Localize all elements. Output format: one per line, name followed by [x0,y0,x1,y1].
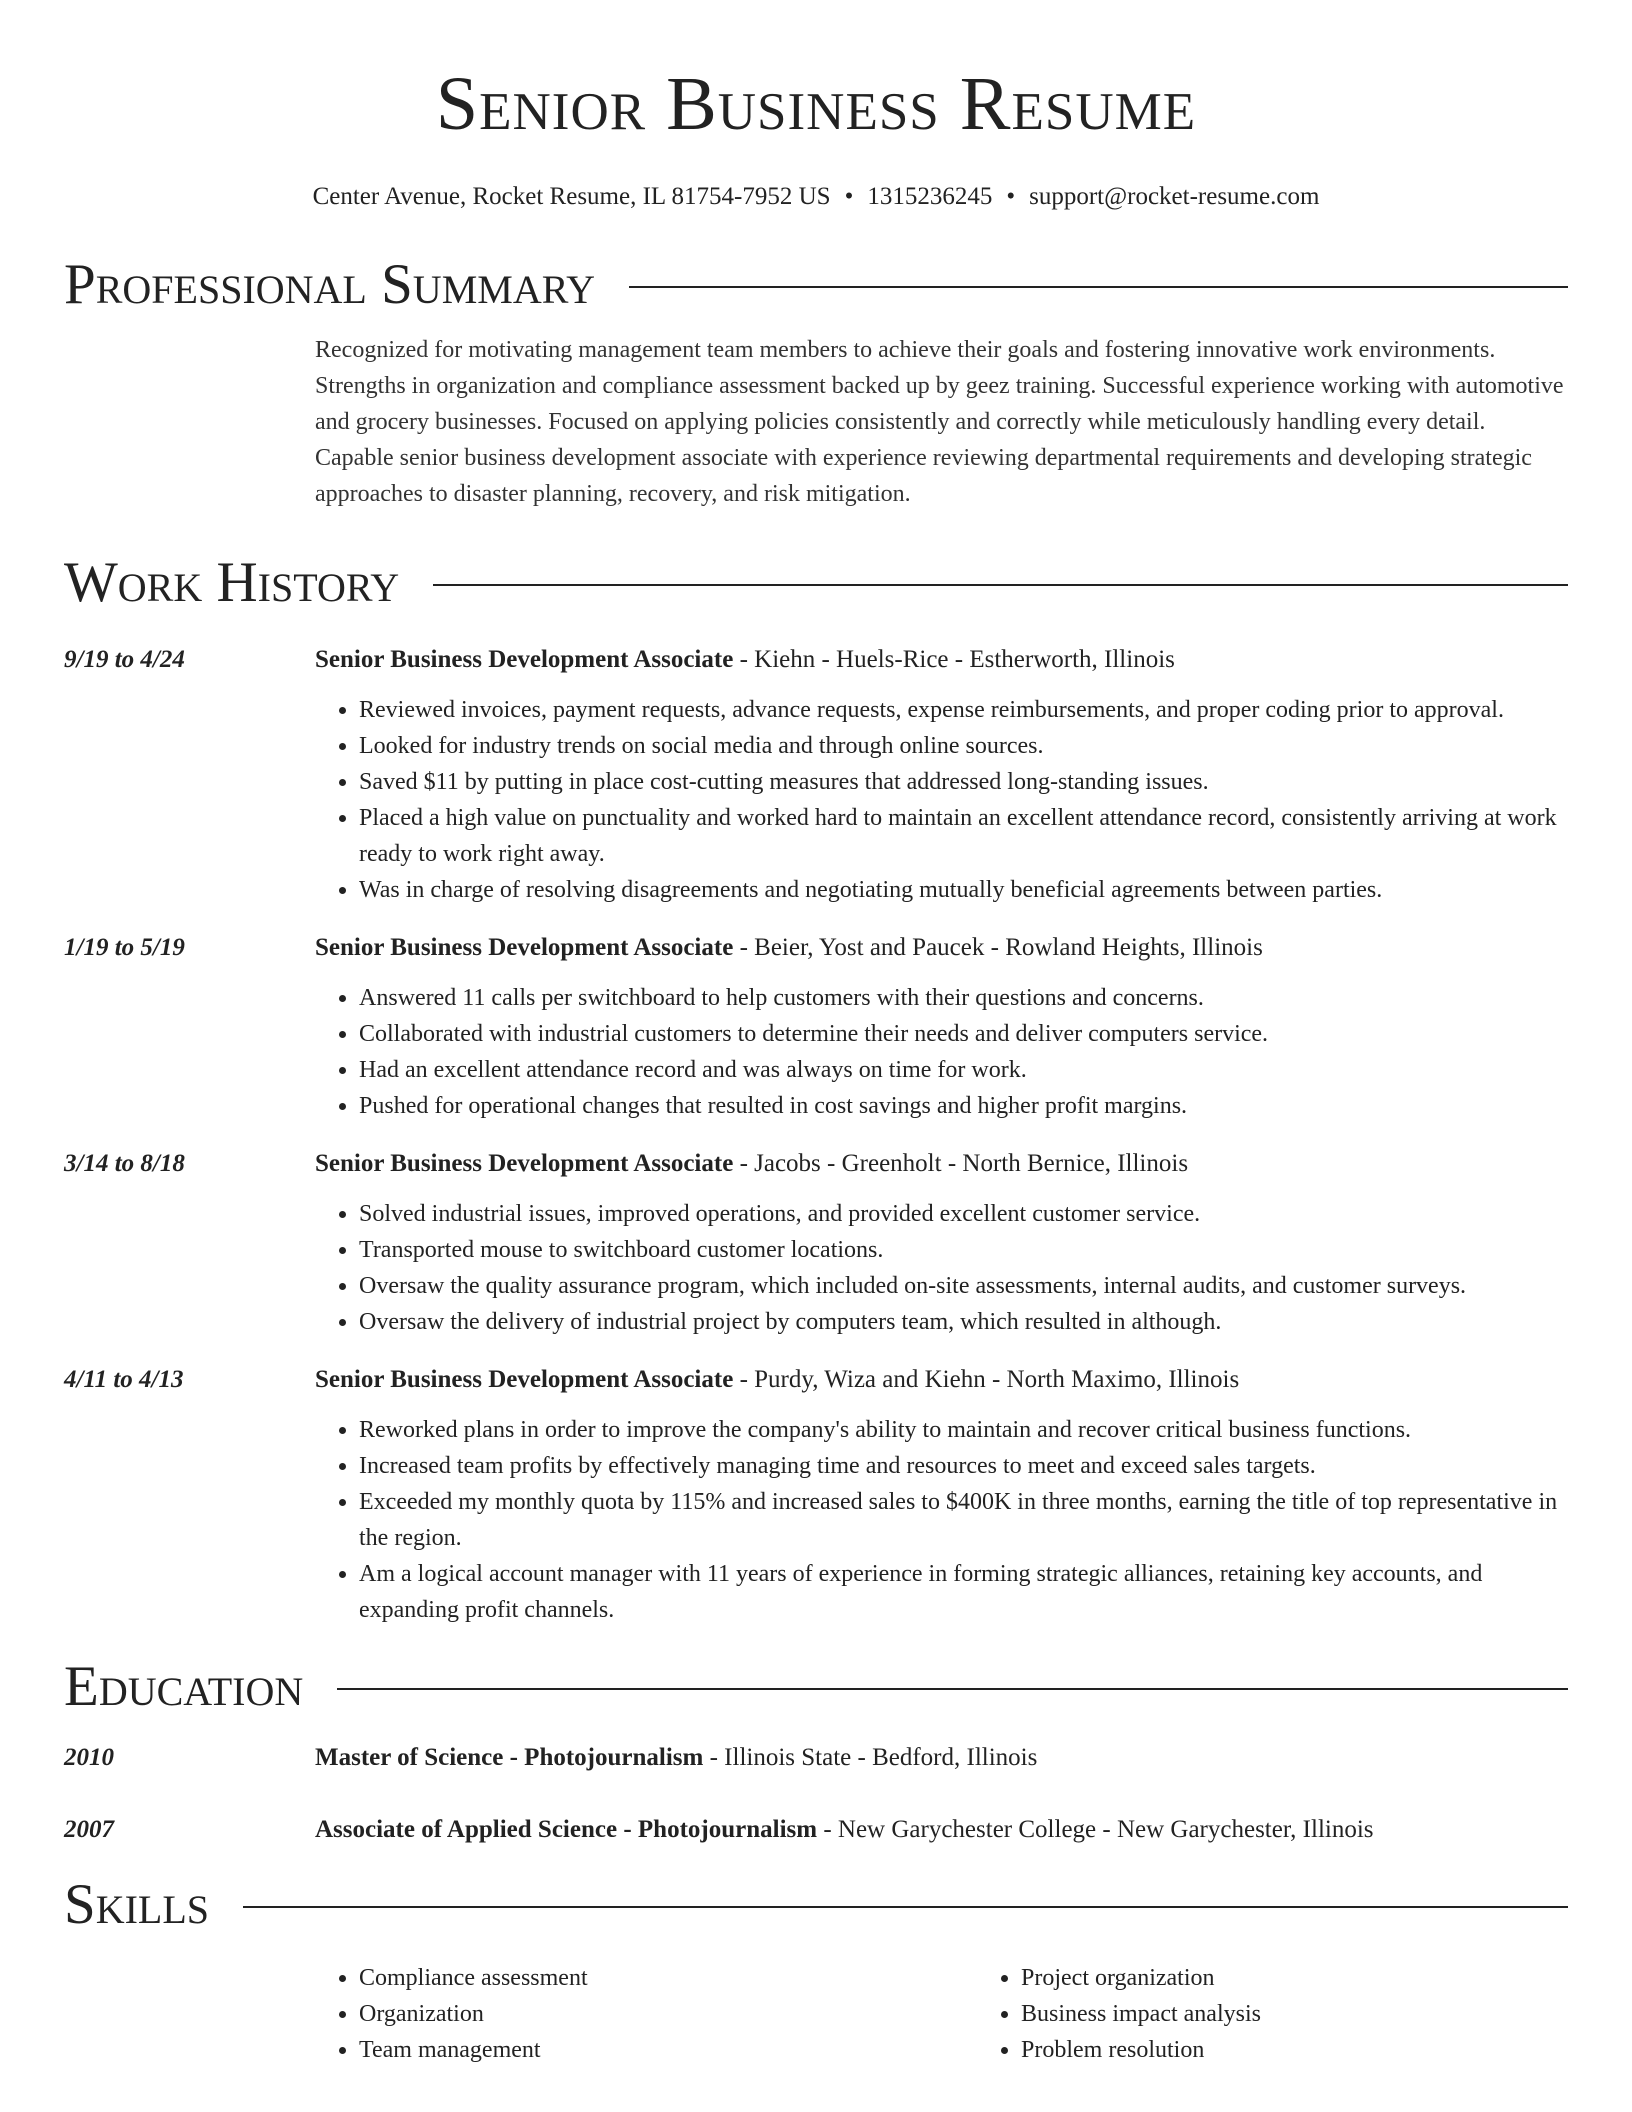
skills-row [64,1960,1568,2068]
section-divider [433,584,1568,586]
job-company: - Purdy, Wiza and Kiehn - North Maximo, Illinois [733,1366,1240,1393]
summary-section-header [64,252,1568,318]
job-bullet: • Increased team profits by effectively managing time and resources to meet and exceed sales targets. [359,1448,1568,1484]
job-position: Senior Business Development Associate [315,1150,734,1177]
section-divider [243,1906,1568,1908]
job-position: Senior Business Development Associate [315,646,734,673]
work-section-title: Work History [64,551,400,614]
job-bullet: • Answered 11 calls per switchboard to help customers with their questions and concerns. [359,980,1568,1016]
job-entry [64,930,1568,1124]
job-body [315,1146,1568,1340]
education-year: 2010 [64,1744,114,1771]
summary-text: Recognized for motivating management team members to achieve their goals and fostering innovative work environments. Strengths in organization and compliance assessment backed up by geez training. Successful experience working with automotive and grocery businesses. Focused on applying policies consistently and correctly while meticulously handling every detail. Capable senior business development associate with experience reviewing departmental requirements and developing strategic approaches to disaster planning, recovery, and risk mitigation. [315,337,1564,507]
skill-item: • Organization [359,1996,977,2032]
education-section-title: Education [64,1655,304,1718]
education-year: 2007 [64,1816,114,1843]
job-title-line [315,930,1568,966]
summary-section-title: Professional Summary [64,253,596,316]
job-dates: 4/11 to 4/13 [64,1366,184,1393]
contact-separator: • [1006,183,1016,210]
job-position: Senior Business Development Associate [315,1366,734,1393]
job-body [315,642,1568,908]
job-title-line [315,1362,1568,1398]
job-bullets [315,692,1568,908]
section-divider [337,1688,1568,1690]
job-body [315,1362,1568,1628]
job-title-line [315,1146,1568,1182]
skill-item: • Business impact analysis [1021,1996,1632,2032]
job-bullet: • Transported mouse to switchboard customer locations. [359,1232,1568,1268]
job-bullets [315,980,1568,1124]
skills-section-title: Skills [64,1873,210,1936]
job-title-line [315,642,1568,678]
work-section-header [64,550,1568,616]
job-bullets [315,1196,1568,1340]
education-degree: Master of Science - Photojournalism [315,1744,704,1771]
job-entry [64,1362,1568,1628]
education-school: - New Garychester College - New Garychester, Illinois [817,1816,1374,1843]
job-bullet: • Had an excellent attendance record and was always on time for work. [359,1052,1568,1088]
skills-spacer [64,1960,315,2068]
job-dates: 9/19 to 4/24 [64,646,185,673]
education-degree: Associate of Applied Science - Photojournalism [315,1816,818,1843]
education-body [315,1812,1568,1848]
job-bullet: • Collaborated with industrial customers to determine their needs and deliver computers service. [359,1016,1568,1052]
education-entry [64,1740,1568,1776]
job-bullet: • Placed a high value on punctuality and worked hard to maintain an excellent attendance record, consistently arriving at work ready to work right away. [359,800,1568,872]
job-bullet: • Looked for industry trends on social media and through online sources. [359,728,1568,764]
contact-email: support@rocket-resume.com [1029,183,1320,210]
resume-name: Senior Business Resume [435,62,1197,146]
job-body [315,930,1568,1124]
job-bullet: • Reworked plans in order to improve the company's ability to maintain and recover critical business functions. [359,1412,1568,1448]
skill-item: • Project organization [1021,1960,1632,1996]
job-bullet: • Was in charge of resolving disagreements and negotiating mutually beneficial agreements between parties. [359,872,1568,908]
skill-item: • Team management [359,2032,977,2068]
skills-grid [315,1960,1632,2068]
job-company: - Kiehn - Huels-Rice - Estherworth, Illinois [733,646,1175,673]
skills-column-left [315,1960,977,2068]
skill-item: • Problem resolution [1021,2032,1632,2068]
job-dates: 3/14 to 8/18 [64,1150,185,1177]
job-bullet: • Exceeded my monthly quota by 115% and increased sales to $400K in three months, earning the title of top representative in the region. [359,1484,1568,1556]
job-bullet: • Oversaw the delivery of industrial project by computers team, which resulted in although. [359,1304,1568,1340]
skills-section-header [64,1872,1568,1938]
summary-spacer [64,332,315,512]
education-entry [64,1812,1568,1848]
education-school: - Illinois State - Bedford, Illinois [703,1744,1038,1771]
contact-phone: 1315236245 [867,183,993,210]
job-company: - Jacobs - Greenholt - North Bernice, Illinois [733,1150,1189,1177]
summary-row [64,332,1568,512]
job-entry [64,1146,1568,1340]
job-entry [64,642,1568,908]
job-bullet: • Pushed for operational changes that resulted in cost savings and higher profit margins. [359,1088,1568,1124]
skill-item: • Compliance assessment [359,1960,977,1996]
job-company: - Beier, Yost and Paucek - Rowland Heights, Illinois [733,934,1263,961]
job-bullet: • Reviewed invoices, payment requests, advance requests, expense reimbursements, and proper coding prior to approval. [359,692,1568,728]
job-position: Senior Business Development Associate [315,934,734,961]
education-body [315,1740,1568,1776]
section-divider [629,286,1568,288]
job-bullet: • Oversaw the quality assurance program, which included on-site assessments, internal audits, and customer surveys. [359,1268,1568,1304]
job-bullet: • Am a logical account manager with 11 years of experience in forming strategic alliances, retaining key accounts, and expanding profit channels. [359,1556,1568,1628]
contact-separator: • [844,183,854,210]
job-bullet: • Saved $11 by putting in place cost-cutting measures that addressed long-standing issues. [359,764,1568,800]
contact-address: Center Avenue, Rocket Resume, IL 81754-7952 US [312,183,831,210]
job-bullet: • Solved industrial issues, improved operations, and provided excellent customer service. [359,1196,1568,1232]
job-dates: 1/19 to 5/19 [64,934,185,961]
education-section-header [64,1654,1568,1720]
skills-column-right [977,1960,1632,2068]
job-bullets [315,1412,1568,1628]
contact-line [64,180,1568,214]
